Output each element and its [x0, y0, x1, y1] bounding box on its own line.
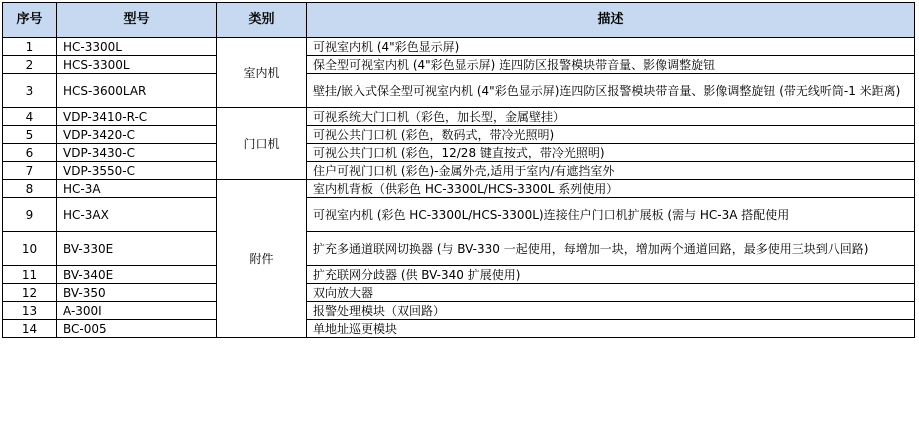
row-model: BV-340E: [57, 266, 217, 284]
table-row: [3, 38, 915, 56]
row-description: 报警处理模块（双回路）: [307, 302, 915, 320]
row-description: 可视室内机 (彩色 HC-3300L/HCS-3300L)连接住户门口机扩展板 (需与 HC-3A 搭配使用: [307, 198, 915, 232]
row-number: 5: [3, 126, 57, 144]
table-row: [3, 74, 915, 108]
table-row: [3, 284, 915, 302]
table-row: [3, 320, 915, 338]
table-row: [3, 198, 915, 232]
row-number: 7: [3, 162, 57, 180]
row-description: 单地址巡更模块: [307, 320, 915, 338]
row-description: 可视公共门口机 (彩色，数码式，带冷光照明): [307, 126, 915, 144]
table-row: [3, 232, 915, 266]
table-row: [3, 144, 915, 162]
row-number: 12: [3, 284, 57, 302]
row-description: 扩充联网分歧器 (供 BV-340 扩展使用): [307, 266, 915, 284]
row-number: 1: [3, 38, 57, 56]
table-header-row: [3, 3, 915, 38]
row-description: 室内机背板（供彩色 HC-3300L/HCS-3300L 系列使用）: [307, 180, 915, 198]
row-number: 14: [3, 320, 57, 338]
row-number: 2: [3, 56, 57, 74]
row-model: VDP-3410-R-C: [57, 108, 217, 126]
row-number: 10: [3, 232, 57, 266]
row-model: HC-3A: [57, 180, 217, 198]
row-model: VDP-3430-C: [57, 144, 217, 162]
header-description: 描述: [307, 3, 915, 38]
row-description: 可视系统大门口机（彩色，加长型，金属壁挂）: [307, 108, 915, 126]
row-model: HC-3AX: [57, 198, 217, 232]
header-category: 类别: [217, 3, 307, 38]
table-row: [3, 266, 915, 284]
row-number: 13: [3, 302, 57, 320]
category-cell: 室内机: [217, 38, 307, 108]
table-row: [3, 162, 915, 180]
row-model: HC-3300L: [57, 38, 217, 56]
header-no: 序号: [3, 3, 57, 38]
row-number: 11: [3, 266, 57, 284]
product-table: [2, 2, 915, 338]
row-number: 9: [3, 198, 57, 232]
row-description: 住户可视门口机 (彩色)-金属外壳,适用于室内/有遮挡室外: [307, 162, 915, 180]
row-model: BC-005: [57, 320, 217, 338]
row-model: HCS-3600LAR: [57, 74, 217, 108]
row-number: 8: [3, 180, 57, 198]
row-model: HCS-3300L: [57, 56, 217, 74]
row-number: 6: [3, 144, 57, 162]
category-cell: 门口机: [217, 108, 307, 180]
row-model: BV-330E: [57, 232, 217, 266]
row-model: VDP-3420-C: [57, 126, 217, 144]
row-model: BV-350: [57, 284, 217, 302]
header-model: 型号: [57, 3, 217, 38]
row-description: 可视室内机 (4"彩色显示屏): [307, 38, 915, 56]
table-row: [3, 108, 915, 126]
row-number: 4: [3, 108, 57, 126]
table-row: [3, 180, 915, 198]
table-row: [3, 56, 915, 74]
row-description: 双向放大器: [307, 284, 915, 302]
row-number: 3: [3, 74, 57, 108]
row-description: 壁挂/嵌入式保全型可视室内机 (4"彩色显示屏)连四防区报警模块带音量、影像调整旋钮 (带无线听筒-1 米距离): [307, 74, 915, 108]
table-row: [3, 126, 915, 144]
table-row: [3, 302, 915, 320]
category-cell: 附件: [217, 180, 307, 338]
row-description: 保全型可视室内机 (4"彩色显示屏) 连四防区报警模块带音量、影像调整旋钮: [307, 56, 915, 74]
row-model: VDP-3550-C: [57, 162, 217, 180]
row-description: 扩充多通道联网切换器 (与 BV-330 一起使用，每增加一块，增加两个通道回路，最多使用三块到八回路): [307, 232, 915, 266]
row-description: 可视公共门口机 (彩色，12/28 键直按式，带冷光照明): [307, 144, 915, 162]
row-model: A-300I: [57, 302, 217, 320]
